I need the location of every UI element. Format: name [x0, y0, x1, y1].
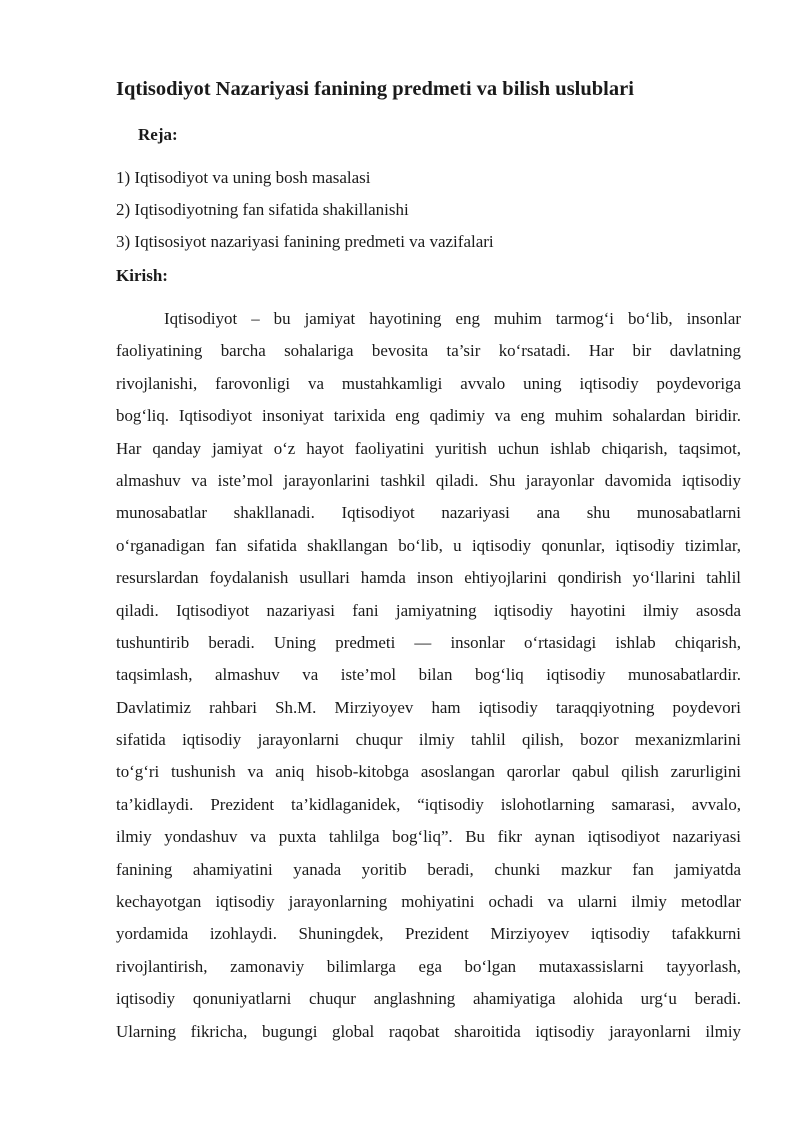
paragraph-line: kechayotgan iqtisodiy jarayonlarning mohiyatini ochadi va ularni ilmiy metodlar: [116, 892, 741, 912]
paragraph-line: ilmiy yondashuv va puxta tahlilga bog‘liq”. Bu fikr aynan iqtisodiyot nazariyasi: [116, 827, 741, 847]
paragraph-line: bog‘liq. Iqtisodiyot insoniyat tarixida eng qadimiy va eng muhim sohalardan biridir.: [116, 406, 741, 426]
paragraph-line: Ularning fikricha, bugungi global raqobat sharoitida iqtisodiy jarayonlarni ilmiy: [116, 1021, 741, 1041]
paragraph-line: Davlatimiz rahbari Sh.M. Mirziyoyev ham iqtisodiy taraqqiyotning poydevori: [116, 697, 741, 717]
paragraph-line: munosabatlar shakllanadi. Iqtisodiyot nazariyasi ana shu munosabatlarni: [116, 503, 741, 523]
plan-item: 2) Iqtisodiyotning fan sifatida shakillanishi: [116, 200, 409, 219]
paragraph-line: o‘rganadigan fan sifatida shakllangan bo‘lib, u iqtisodiy qonunlar, iqtisodiy tizimlar,: [116, 535, 741, 555]
plan-heading: Reja:: [138, 125, 178, 144]
plan-item: 3) Iqtisosiyot nazariyasi fanining predmeti va vazifalari: [116, 232, 494, 251]
paragraph-line: yordamida izohlaydi. Shuningdek, Prezident Mirziyoyev iqtisodiy tafakkurni: [116, 924, 741, 944]
paragraph-line: tushuntirib beradi. Uning predmeti — insonlar o‘rtasidagi ishlab chiqarish,: [116, 632, 741, 652]
paragraph-line: to‘g‘ri tushunish va aniq hisob-kitobga asoslangan qarorlar qabul qilish zarurligini: [116, 762, 741, 782]
paragraph-line: faoliyatining barcha sohalariga bevosita ta’sir ko‘rsatadi. Har bir davlatning: [116, 341, 741, 361]
paragraph-line: sifatida iqtisodiy jarayonlarni chuqur ilmiy tahlil qilish, bozor mexanizmlarini: [116, 730, 741, 750]
document-title: Iqtisodiyot Nazariyasi fanining predmeti va bilish uslublari: [116, 78, 634, 100]
intro-heading: Kirish:: [116, 266, 168, 285]
paragraph-line: iqtisodiy qonuniyatlarni chuqur anglashning ahamiyatiga alohida urg‘u beradi.: [116, 989, 741, 1009]
paragraph-line: rivojlanishi, farovonligi va mustahkamligi avvalo uning iqtisodiy poydevoriga: [116, 373, 741, 393]
plan-list: [116, 167, 494, 263]
paragraph-line: qiladi. Iqtisodiyot nazariyasi fani jamiyatning iqtisodiy hayotini ilmiy asosda: [116, 600, 741, 620]
paragraph-line: fanining ahamiyatini yanada yoritib beradi, chunki mazkur fan jamiyatda: [116, 859, 741, 879]
plan-item: 1) Iqtisodiyot va uning bosh masalasi: [116, 168, 371, 187]
paragraph-line: Iqtisodiyot – bu jamiyat hayotining eng muhim tarmog‘i bo‘lib, insonlar: [164, 309, 741, 328]
paragraph-line: resurslardan foydalanish usullari hamda inson ehtiyojlarini qondirish yo‘llarini tahlil: [116, 568, 741, 588]
paragraph-line: Har qanday jamiyat o‘z hayot faoliyatini yuritish uchun ishlab chiqarish, taqsimot,: [116, 438, 741, 458]
paragraph-line: almashuv va iste’mol jarayonlarini tashkil qiladi. Shu jarayonlar davomida iqtisodiy: [116, 470, 741, 490]
paragraph-line: ta’kidlaydi. Prezident ta’kidlaganidek, “iqtisodiy islohotlarning samarasi, avvalo,: [116, 794, 741, 814]
body-paragraph: [116, 305, 741, 1050]
paragraph-line: taqsimlash, almashuv va iste’mol bilan bog‘liq iqtisodiy munosabatlardir.: [116, 665, 741, 685]
paragraph-line: rivojlantirish, zamonaviy bilimlarga ega bo‘lgan mutaxassislarni tayyorlash,: [116, 956, 741, 976]
